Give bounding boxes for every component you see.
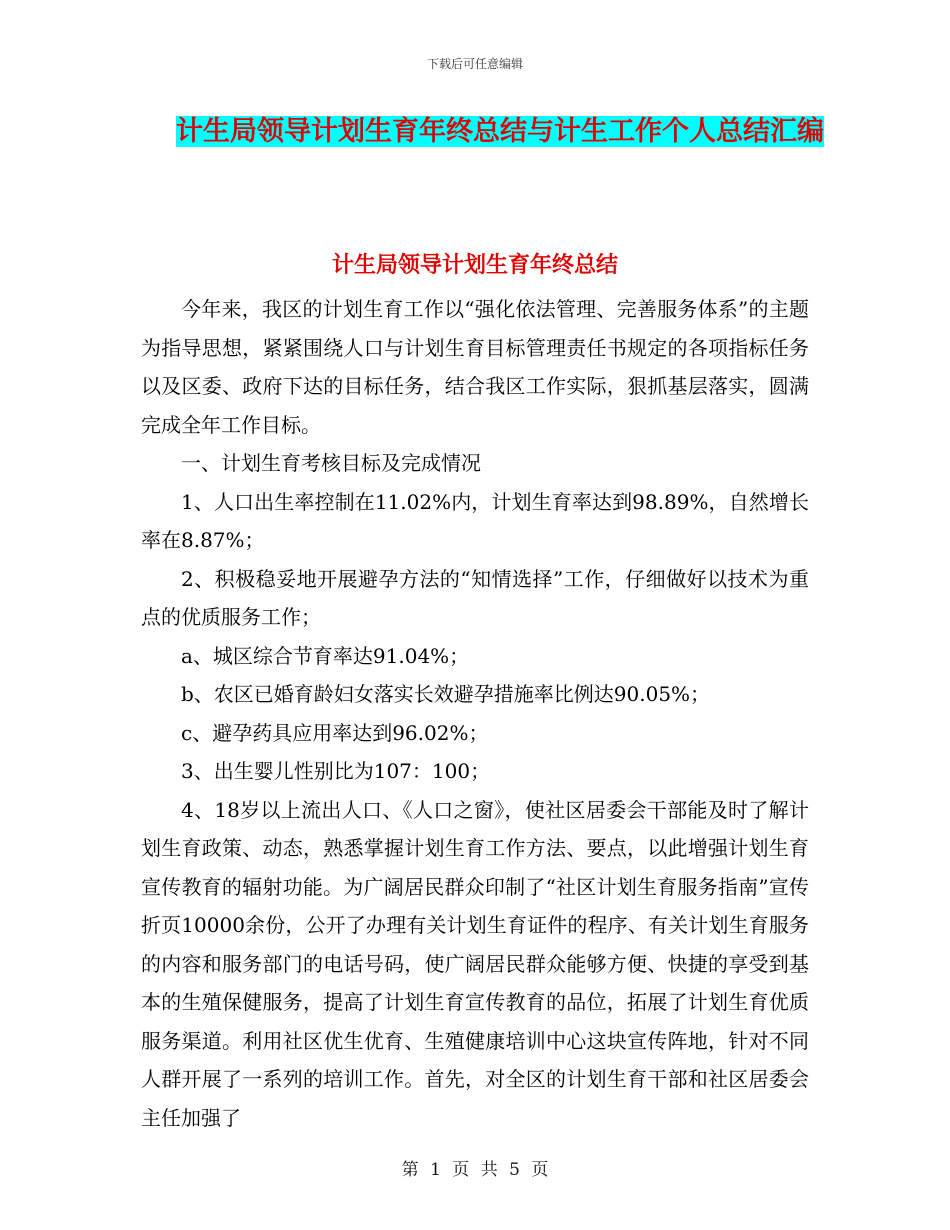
section-title: 计生局领导计划生育年终总结 — [331, 253, 618, 278]
paragraph: b、农区已婚育龄妇女落实长效避孕措施率比例达90.05%； — [181, 682, 711, 706]
document-title — [150, 110, 850, 153]
page-footer: 第 1 页 共 5 页 — [401, 1160, 549, 1180]
paragraph: 3、出生婴儿性别比为107：100； — [181, 759, 491, 783]
body-text — [141, 290, 809, 1137]
paragraph: 2、积极稳妥地开展避孕方法的“知情选择”工作，仔细做好以技术为重点的优质服务工作； — [141, 566, 809, 629]
paragraph: 1、人口出生率控制在11.02%内，计划生育率达到98.89%，自然增长率在8.87%； — [141, 489, 809, 552]
header-note: 下载后可任意编辑 — [426, 57, 523, 71]
paragraph: c、避孕药具应用率达到96.02%； — [181, 720, 489, 745]
paragraph: 今年来，我区的计划生育工作以“强化依法管理、完善服务体系”的主题为指导思想，紧紧围绕人口与计划生育目标管理责任书规定的各项指标任务以及区委、政府下达的目标任务，结合我区工作实际，狠抓基层落实，圆满完成全年工作目标。 — [141, 297, 809, 437]
document-title-text: 计生局领导计划生育年终总结与计生工作个人总结汇编 — [176, 116, 824, 147]
paragraph: 4、18岁以上流出人口、《人口之窗》，使社区居委会干部能及时了解计划生育政策、动态，熟悉掌握计划生育工作方法、要点，以此增强计划生育宣传教育的辐射功能。为广阔居民群众印制了“社区计划生育服务指南”宣传折页10000余份，公开了办理有关计划生育证件的程序、有关计划生育服务的内容和服务部门的电话号码，使广阔居民群众能够方便、快捷的享受到基本的生殖保健服务，提高了计划生育宣传教育的品位，拓展了计划生育优质服务渠道。利用社区优生优育、生殖健康培训中心这块宣传阵地，针对不同人群开展了一系列的培训工作。首先，对全区的计划生育干部和社区居委会主任加强了 — [141, 797, 809, 1130]
paragraph: 一、计划生育考核目标及完成情况 — [181, 451, 481, 475]
paragraph: a、城区综合节育率达91.04%； — [181, 643, 470, 668]
